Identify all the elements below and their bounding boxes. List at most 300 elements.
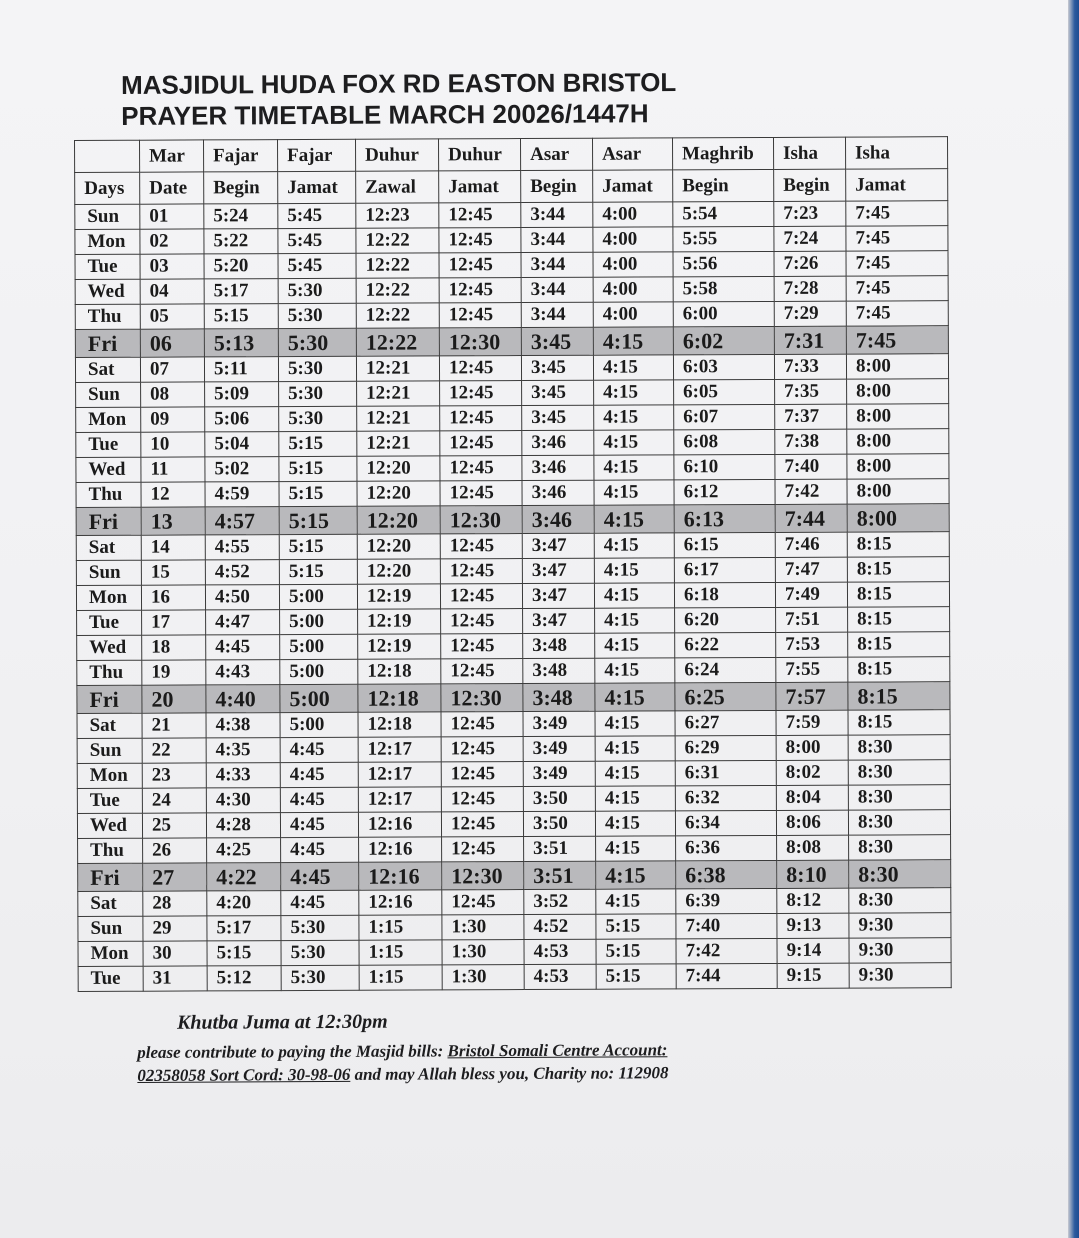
time-cell: 8:00: [847, 379, 949, 404]
date-cell: 17: [142, 610, 206, 635]
time-cell: 7:59: [776, 710, 848, 735]
time-cell: 9:30: [849, 938, 951, 963]
time-cell: 12:45: [440, 456, 522, 481]
time-cell: 9:15: [777, 963, 849, 988]
time-cell: 5:15: [279, 506, 357, 534]
timetable-body: [75, 201, 951, 992]
time-cell: 6:12: [674, 479, 775, 504]
day-cell: Sun: [78, 916, 143, 941]
time-cell: 5:55: [673, 226, 774, 251]
time-cell: 4:15: [594, 583, 674, 608]
time-cell: 7:46: [775, 532, 847, 557]
time-cell: 5:56: [673, 251, 774, 276]
date-cell: 19: [142, 660, 206, 685]
time-cell: 4:15: [595, 711, 675, 736]
date-cell: 09: [141, 407, 205, 432]
time-cell: 7:49: [775, 582, 847, 607]
day-cell: Mon: [76, 407, 141, 432]
time-cell: 8:15: [848, 607, 950, 632]
time-cell: 12:45: [440, 406, 522, 431]
time-cell: 6:34: [675, 810, 776, 835]
time-cell: 8:15: [847, 557, 949, 582]
time-cell: 7:40: [676, 913, 777, 938]
time-cell: 12:45: [439, 228, 521, 253]
time-cell: 4:53: [524, 939, 596, 964]
date-cell: 01: [140, 204, 204, 229]
time-cell: 8:04: [776, 785, 848, 810]
time-cell: 12:16: [359, 862, 442, 890]
time-cell: 3:44: [521, 252, 593, 277]
time-cell: 4:00: [593, 227, 673, 252]
time-cell: 8:00: [847, 504, 949, 532]
time-cell: 7:35: [775, 379, 847, 404]
time-cell: 7:47: [775, 557, 847, 582]
table-row: [76, 429, 949, 458]
time-cell: 12:45: [441, 737, 523, 762]
time-cell: 4:15: [596, 889, 676, 914]
time-cell: 6:24: [675, 657, 776, 682]
time-cell: 3:47: [522, 533, 594, 558]
time-cell: 12:23: [356, 203, 439, 228]
header-row-1: [75, 137, 948, 173]
time-cell: 12:45: [441, 812, 523, 837]
date-cell: 25: [142, 813, 206, 838]
time-cell: 12:30: [441, 684, 523, 712]
time-cell: 12:18: [358, 684, 441, 712]
time-cell: 12:45: [441, 659, 523, 684]
column-header: Isha: [845, 137, 947, 169]
time-cell: 4:15: [594, 480, 674, 505]
time-cell: 5:15: [596, 964, 676, 989]
table-row: [75, 301, 948, 330]
time-cell: 3:44: [521, 302, 593, 327]
table-row: [78, 963, 951, 992]
table-row: [75, 354, 948, 383]
account-name: Bristol Somali Centre Account:: [447, 1040, 668, 1061]
time-cell: 12:21: [357, 431, 440, 456]
time-cell: 4:15: [595, 608, 675, 633]
contribution-note: [137, 1037, 867, 1087]
time-cell: 5:00: [280, 634, 358, 659]
date-cell: 10: [141, 432, 205, 457]
table-row: [78, 913, 951, 942]
footer-notes: [137, 1008, 867, 1087]
table-row: [75, 276, 948, 305]
table-row: [77, 710, 950, 739]
time-cell: 12:21: [356, 356, 439, 381]
time-cell: 5:45: [278, 203, 356, 228]
time-cell: 5:30: [279, 381, 357, 406]
column-header: Days: [75, 172, 140, 204]
time-cell: 6:17: [674, 557, 775, 582]
time-cell: 4:35: [206, 738, 280, 763]
time-cell: 4:15: [595, 761, 675, 786]
time-cell: 5:30: [278, 303, 356, 328]
time-cell: 8:30: [849, 860, 951, 888]
day-cell: Tue: [75, 254, 140, 279]
time-cell: 5:15: [279, 534, 357, 559]
date-cell: 15: [141, 560, 205, 585]
time-cell: 12:45: [440, 584, 522, 609]
time-cell: 6:10: [674, 454, 775, 479]
time-cell: 12:16: [358, 812, 441, 837]
time-cell: 3:51: [524, 836, 596, 861]
time-cell: 5:00: [280, 712, 358, 737]
time-cell: 8:00: [847, 404, 949, 429]
time-cell: 4:57: [205, 507, 279, 535]
background-edge: [1068, 0, 1079, 1238]
time-cell: 5:15: [207, 941, 281, 966]
time-cell: 5:13: [204, 329, 278, 357]
column-header: Maghrib: [672, 137, 773, 169]
time-cell: 8:00: [847, 429, 949, 454]
time-cell: 4:25: [207, 838, 281, 863]
time-cell: 12:18: [358, 659, 441, 684]
table-row: [75, 226, 948, 255]
table-row: [76, 404, 949, 433]
time-cell: 12:21: [357, 381, 440, 406]
date-cell: 24: [142, 788, 206, 813]
time-cell: 5:24: [204, 204, 278, 229]
time-cell: 4:15: [596, 861, 676, 889]
time-cell: 4:45: [281, 890, 359, 915]
column-header: Jamat: [846, 169, 948, 201]
date-cell: 20: [142, 685, 206, 713]
time-cell: 7:40: [775, 454, 847, 479]
time-cell: 8:30: [849, 835, 951, 860]
time-cell: 7:57: [776, 682, 848, 710]
day-cell: Fri: [75, 329, 140, 357]
time-cell: 7:53: [776, 632, 848, 657]
time-cell: 12:19: [358, 634, 441, 659]
time-cell: 8:30: [848, 735, 950, 760]
time-cell: 5:30: [281, 940, 359, 965]
time-cell: 12:45: [440, 534, 522, 559]
column-header: Begin: [673, 169, 774, 201]
day-cell: Sat: [75, 357, 140, 382]
time-cell: 7:23: [774, 201, 846, 226]
time-cell: 7:24: [774, 226, 846, 251]
time-cell: 8:00: [776, 735, 848, 760]
friday-row: [75, 326, 948, 358]
time-cell: 7:38: [775, 429, 847, 454]
day-cell: Wed: [75, 279, 140, 304]
time-cell: 8:00: [847, 454, 949, 479]
time-cell: 4:47: [206, 610, 280, 635]
time-cell: 1:15: [359, 965, 442, 990]
time-cell: 12:19: [358, 609, 441, 634]
time-cell: 3:52: [524, 889, 596, 914]
time-cell: 1:15: [359, 940, 442, 965]
column-header: Begin: [521, 170, 593, 202]
time-cell: 5:20: [204, 254, 278, 279]
friday-row: [77, 682, 950, 714]
time-cell: 6:36: [676, 835, 777, 860]
time-cell: 12:45: [440, 481, 522, 506]
time-cell: 7:26: [774, 251, 846, 276]
time-cell: 12:22: [356, 328, 439, 356]
table-row: [76, 479, 949, 508]
time-cell: 7:37: [775, 404, 847, 429]
column-header: Jamat: [593, 170, 673, 202]
column-header: Jamat: [439, 171, 521, 203]
time-cell: 7:55: [776, 657, 848, 682]
time-cell: 12:30: [442, 862, 524, 890]
day-cell: Fri: [76, 507, 141, 535]
time-cell: 7:42: [676, 938, 777, 963]
time-cell: 5:15: [204, 304, 278, 329]
time-cell: 4:15: [594, 380, 674, 405]
table-row: [76, 454, 949, 483]
time-cell: 5:00: [280, 659, 358, 684]
time-cell: 7:45: [846, 301, 948, 326]
time-cell: 9:14: [777, 938, 849, 963]
day-cell: Tue: [78, 966, 143, 991]
table-row: [76, 557, 949, 586]
time-cell: 8:12: [777, 888, 849, 913]
time-cell: 4:15: [594, 505, 674, 533]
time-cell: 3:44: [521, 277, 593, 302]
date-cell: 02: [140, 229, 204, 254]
table-row: [75, 201, 948, 230]
time-cell: 4:59: [205, 482, 279, 507]
time-cell: 6:32: [675, 785, 776, 810]
day-cell: Fri: [78, 863, 143, 891]
time-cell: 3:44: [521, 202, 593, 227]
time-cell: 6:18: [674, 582, 775, 607]
time-cell: 5:06: [205, 407, 279, 432]
time-cell: 12:19: [357, 584, 440, 609]
time-cell: 3:46: [522, 455, 594, 480]
time-cell: 6:31: [675, 760, 776, 785]
time-cell: 3:47: [522, 558, 594, 583]
time-cell: 12:45: [442, 837, 524, 862]
time-cell: 5:54: [673, 201, 774, 226]
charity-note: and may Allah bless you, Charity no: 112908: [350, 1063, 669, 1084]
prayer-timetable: [74, 136, 952, 992]
time-cell: 4:15: [594, 533, 674, 558]
title-line-2: PRAYER TIMETABLE MARCH 20026/1447H: [121, 98, 649, 131]
page-title: [121, 67, 677, 132]
day-cell: Sat: [76, 535, 141, 560]
table-row: [77, 607, 950, 636]
day-cell: Thu: [75, 304, 140, 329]
time-cell: 7:45: [846, 201, 948, 226]
column-header: Asar: [520, 138, 592, 170]
time-cell: 12:45: [441, 712, 523, 737]
table-row: [77, 632, 950, 661]
time-cell: 8:15: [848, 657, 950, 682]
time-cell: 12:17: [358, 762, 441, 787]
time-cell: 3:45: [521, 327, 593, 355]
time-cell: 12:45: [441, 762, 523, 787]
time-cell: 4:45: [280, 787, 358, 812]
time-cell: 4:15: [595, 658, 675, 683]
date-cell: 06: [140, 329, 204, 357]
date-cell: 28: [143, 891, 207, 916]
time-cell: 8:30: [848, 760, 950, 785]
time-cell: 4:15: [594, 405, 674, 430]
time-cell: 12:45: [439, 278, 521, 303]
time-cell: 6:03: [673, 354, 774, 379]
column-header: Duhur: [355, 139, 438, 171]
time-cell: 6:15: [674, 532, 775, 557]
time-cell: 12:22: [356, 228, 439, 253]
time-cell: 5:15: [279, 456, 357, 481]
time-cell: 12:45: [441, 634, 523, 659]
table-row: [77, 810, 950, 839]
day-cell: Wed: [76, 457, 141, 482]
time-cell: 4:15: [593, 327, 673, 355]
time-cell: 4:45: [280, 812, 358, 837]
time-cell: 6:13: [674, 504, 775, 532]
time-cell: 7:31: [774, 326, 846, 354]
time-cell: 8:30: [848, 810, 950, 835]
time-cell: 4:00: [593, 252, 673, 277]
time-cell: 3:47: [523, 608, 595, 633]
time-cell: 12:16: [359, 890, 442, 915]
column-header: Fajar: [278, 139, 356, 171]
time-cell: 7:44: [676, 963, 777, 988]
time-cell: 12:20: [357, 506, 440, 534]
time-cell: 5:00: [279, 584, 357, 609]
table-row: [78, 835, 951, 864]
time-cell: 6:07: [674, 404, 775, 429]
time-cell: 9:30: [849, 963, 951, 988]
time-cell: 7:51: [776, 607, 848, 632]
day-cell: Sun: [75, 204, 140, 229]
column-header: Jamat: [278, 171, 356, 203]
time-cell: 12:20: [357, 456, 440, 481]
time-cell: 5:45: [278, 253, 356, 278]
friday-row: [78, 860, 951, 892]
date-cell: 11: [141, 457, 205, 482]
time-cell: 3:50: [523, 811, 595, 836]
day-cell: Sun: [76, 382, 141, 407]
time-cell: 6:08: [674, 429, 775, 454]
time-cell: 3:50: [523, 786, 595, 811]
time-cell: 4:00: [593, 202, 673, 227]
time-cell: 4:45: [206, 635, 280, 660]
date-cell: 23: [142, 763, 206, 788]
table-row: [78, 888, 951, 917]
date-cell: 27: [143, 863, 207, 891]
time-cell: 4:15: [594, 558, 674, 583]
time-cell: 3:46: [522, 430, 594, 455]
time-cell: 3:49: [523, 736, 595, 761]
time-cell: 5:00: [280, 684, 358, 712]
time-cell: 4:00: [593, 302, 673, 327]
time-cell: 4:38: [206, 713, 280, 738]
time-cell: 8:06: [776, 810, 848, 835]
time-cell: 1:30: [442, 965, 524, 990]
table-row: [76, 532, 949, 561]
time-cell: 5:22: [204, 229, 278, 254]
day-cell: Fri: [77, 685, 142, 713]
date-cell: 04: [140, 279, 204, 304]
time-cell: 12:17: [358, 787, 441, 812]
time-cell: 8:15: [847, 532, 949, 557]
date-cell: 26: [143, 838, 207, 863]
column-header: Begin: [204, 172, 278, 204]
column-header: Zawal: [356, 171, 439, 203]
table-row: [77, 785, 950, 814]
time-cell: 4:30: [206, 788, 280, 813]
time-cell: 4:15: [595, 683, 675, 711]
time-cell: 12:45: [439, 303, 521, 328]
time-cell: 6:27: [675, 710, 776, 735]
time-cell: 8:00: [847, 479, 949, 504]
day-cell: Sun: [76, 560, 141, 585]
time-cell: 4:20: [207, 891, 281, 916]
time-cell: 8:15: [847, 582, 949, 607]
table-row: [77, 657, 950, 686]
time-cell: 12:45: [439, 356, 521, 381]
time-cell: 7:28: [774, 276, 846, 301]
time-cell: 8:15: [848, 682, 950, 710]
time-cell: 5:30: [278, 328, 356, 356]
time-cell: 6:22: [675, 632, 776, 657]
date-cell: 18: [142, 635, 206, 660]
time-cell: 6:25: [675, 682, 776, 710]
friday-row: [76, 504, 949, 536]
time-cell: 4:52: [524, 914, 596, 939]
date-cell: 07: [140, 357, 204, 382]
column-header: Asar: [592, 138, 672, 170]
time-cell: 5:45: [278, 228, 356, 253]
time-cell: 4:15: [595, 633, 675, 658]
time-cell: 3:46: [522, 480, 594, 505]
day-cell: Thu: [78, 838, 143, 863]
date-cell: 13: [141, 507, 205, 535]
time-cell: 6:02: [673, 326, 774, 354]
time-cell: 5:17: [204, 279, 278, 304]
column-header: Date: [140, 172, 204, 204]
time-cell: 4:45: [280, 737, 358, 762]
time-cell: 4:15: [594, 430, 674, 455]
time-cell: 12:16: [359, 837, 442, 862]
time-cell: 5:15: [279, 559, 357, 584]
time-cell: 5:30: [278, 278, 356, 303]
time-cell: 12:45: [441, 787, 523, 812]
time-cell: 12:45: [441, 609, 523, 634]
time-cell: 12:30: [439, 328, 521, 356]
date-cell: 03: [140, 254, 204, 279]
time-cell: 3:47: [522, 583, 594, 608]
table-row: [78, 938, 951, 967]
time-cell: 5:11: [204, 357, 278, 382]
date-cell: 08: [141, 382, 205, 407]
time-cell: 12:30: [440, 506, 522, 534]
time-cell: 4:15: [595, 786, 675, 811]
time-cell: 12:45: [439, 253, 521, 278]
day-cell: Thu: [77, 660, 142, 685]
table-row: [76, 582, 949, 611]
time-cell: 5:15: [279, 431, 357, 456]
time-cell: 3:48: [523, 683, 595, 711]
time-cell: 6:05: [674, 379, 775, 404]
time-cell: 3:45: [521, 355, 593, 380]
time-cell: 5:09: [205, 382, 279, 407]
time-cell: 5:00: [280, 609, 358, 634]
khutba-note: Khutba Juma at 12:30pm: [176, 1010, 388, 1034]
date-cell: 14: [141, 535, 205, 560]
time-cell: 9:13: [777, 913, 849, 938]
date-cell: 30: [143, 941, 207, 966]
time-cell: 4:15: [595, 811, 675, 836]
time-cell: 7:45: [846, 226, 948, 251]
time-cell: 4:43: [206, 660, 280, 685]
